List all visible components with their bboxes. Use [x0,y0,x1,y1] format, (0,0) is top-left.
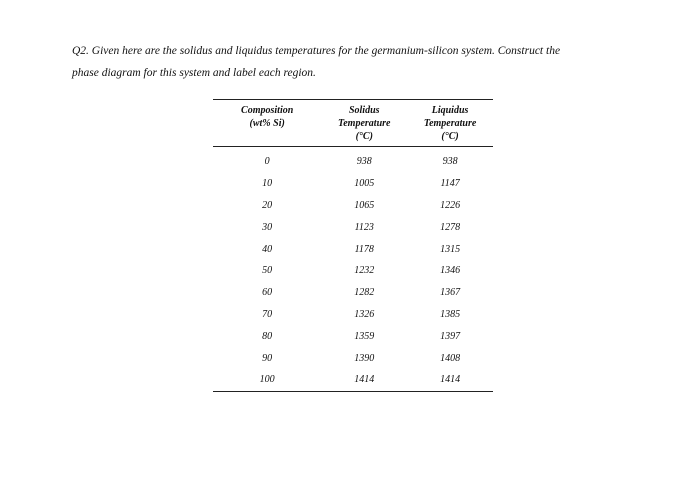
cell-solidus: 1065 [354,199,375,211]
header-composition-line-2: (wt% Si) [249,118,285,129]
table-row [213,173,493,195]
cell-solidus: 1359 [354,330,375,342]
header-row [213,100,493,147]
table-row [213,304,493,326]
header-solidus-line-2: Temperature [338,118,391,129]
cell-composition: 0 [264,156,270,168]
cell-solidus: 938 [356,156,372,168]
cell-composition: 80 [262,330,273,342]
header-composition [213,100,321,147]
cell-composition: 30 [262,221,273,233]
cell-solidus: 1005 [354,178,375,190]
question-line-1: Q2. Given here are the solidus and liquidus temperatures for the germanium-silicon system. Construct the [72,45,561,57]
solidus-liquidus-table [213,99,493,392]
table-body [213,147,493,392]
header-composition-line-1: Composition [241,105,294,116]
table-row [213,216,493,238]
question-text [72,40,672,84]
cell-composition: 70 [262,308,273,320]
cell-solidus: 1414 [354,374,375,386]
cell-composition: 10 [262,178,273,190]
cell-liquidus: 1414 [440,374,461,386]
header-liquidus-line-2: Temperature [423,118,477,129]
cell-liquidus: 938 [442,156,458,168]
cell-solidus: 1123 [354,221,374,233]
cell-solidus: 1390 [354,352,375,364]
cell-solidus: 1232 [354,265,375,277]
table-row [213,147,493,173]
table-row [213,260,493,282]
header-liquidus-line-1: Liquidus [431,105,469,116]
header-liquidus-line-3: (°C) [441,131,459,142]
cell-composition: 40 [262,243,273,255]
cell-composition: 90 [262,352,273,364]
table-row [213,238,493,260]
cell-solidus: 1326 [354,308,375,320]
question-line-2: phase diagram for this system and label each region. [72,67,316,79]
table-row [213,347,493,369]
table-row [213,282,493,304]
header-solidus [321,100,407,147]
cell-solidus: 1178 [354,243,374,255]
table-header [213,100,493,147]
header-liquidus [407,100,493,147]
table-row [213,369,493,391]
cell-liquidus: 1367 [440,287,461,299]
cell-solidus: 1282 [354,287,375,299]
cell-composition: 20 [262,199,273,211]
header-solidus-line-3: (°C) [355,131,373,142]
header-solidus-line-1: Solidus [348,105,380,116]
cell-composition: 100 [259,374,275,386]
cell-liquidus: 1397 [440,330,461,342]
cell-composition: 50 [262,265,273,277]
table-row [213,325,493,347]
cell-liquidus: 1408 [440,352,461,364]
table-row [213,195,493,217]
cell-liquidus: 1278 [440,221,461,233]
cell-liquidus: 1346 [440,265,461,277]
cell-liquidus: 1226 [440,199,461,211]
cell-composition: 60 [262,287,273,299]
cell-liquidus: 1385 [440,308,461,320]
cell-liquidus: 1315 [440,243,461,255]
cell-liquidus: 1147 [440,178,460,190]
